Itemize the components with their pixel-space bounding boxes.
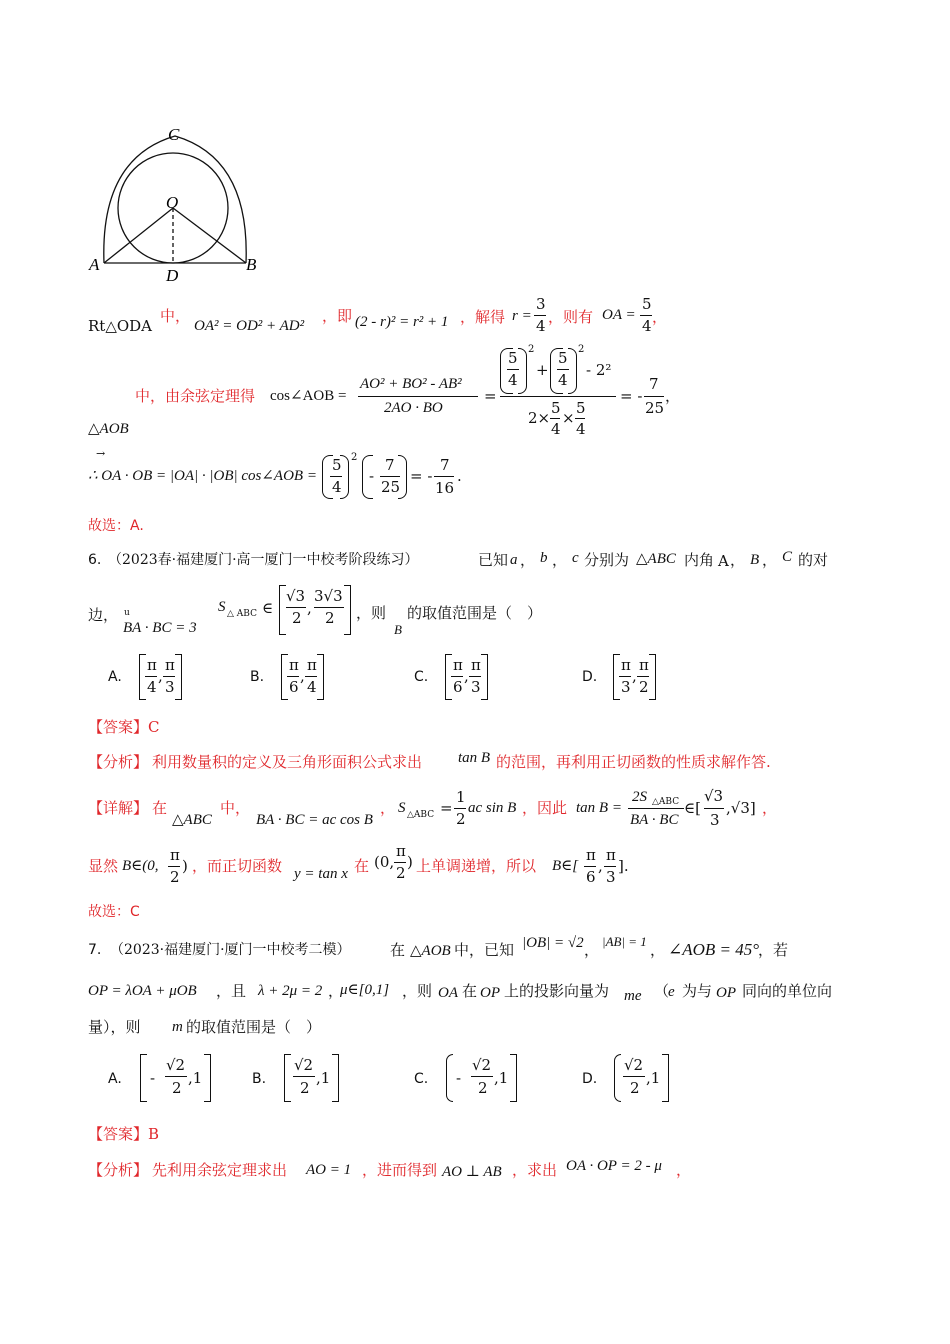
l3-den: 16 — [435, 479, 455, 497]
cos-aob: cos∠AOB = — [270, 388, 347, 404]
q6-detail-s: S — [398, 800, 406, 816]
q7-proj: 上的投影向量为 — [504, 982, 610, 1000]
line2-end: ， — [665, 387, 681, 405]
option-d1: 3 — [621, 678, 631, 696]
option-label: D. — [582, 1071, 598, 1087]
option-num: √2 — [624, 1056, 644, 1074]
option-den: 2 — [630, 1079, 640, 1097]
r-eq: r = — [512, 308, 532, 324]
text-cos-law: 中，由余弦定理得 — [135, 387, 256, 405]
q7-angle: ∠AOB = 45° — [668, 940, 760, 959]
q7-zai: 在 — [462, 982, 478, 1000]
option-den: 2 — [300, 1079, 310, 1097]
q6-s: S — [218, 599, 226, 615]
result-eq: = - — [620, 387, 643, 405]
option-rest: ,1 — [646, 1069, 661, 1087]
option-n1: π — [289, 656, 299, 674]
line1-end: ， — [652, 308, 668, 326]
q7-stem-a: 在 — [390, 941, 406, 959]
option-n1: π — [453, 656, 463, 674]
q7-op: OP = λOA + μOB — [88, 983, 197, 999]
big-four-1: 4 — [508, 371, 518, 389]
q7-number: 7. — [88, 942, 102, 958]
q7-paren: （ — [654, 982, 670, 1000]
q6-d2-zai: 在 — [354, 857, 370, 875]
q6-yinci: ，因此 — [522, 799, 568, 817]
q6-number: 6. — [88, 552, 102, 568]
q7-qie: ，且 — [216, 982, 247, 1000]
q6-frac-den: BA · BC — [630, 812, 679, 828]
option-label: C. — [414, 1071, 429, 1087]
eq-r: (2 - r)² = r² + 1 — [355, 314, 449, 330]
q6-source: （2023春·福建厦门·高一厦门一中校考阶段练习） — [108, 552, 419, 568]
q7-oa: OA — [438, 985, 458, 1001]
geometry-figure — [80, 118, 280, 288]
option-n1: π — [621, 656, 631, 674]
q6-detail-three: 3 — [710, 811, 720, 829]
q7-ob: |OB| = √2 — [522, 935, 584, 951]
q6-two-1: 2 — [292, 609, 302, 627]
q6-two-2: 2 — [325, 609, 335, 627]
q7-ze: ，则 — [402, 982, 433, 1000]
q6-detail-eq1: BA · BC = ac cos B — [256, 812, 373, 828]
option-num: √2 — [166, 1056, 186, 1074]
q6-detail-tag: 【详解】 — [88, 799, 149, 817]
q6-stem-c: 内角 — [684, 551, 715, 569]
q7-analysis-a: 先利用余弦定理求出 — [152, 1161, 288, 1179]
den-four-1: 4 — [551, 420, 561, 438]
q6-3r3: 3√3 — [314, 587, 343, 605]
big-plus: + — [536, 361, 549, 379]
q7-dotprod: OA · OP = 2 - μ — [566, 1158, 662, 1174]
q7-ab: |AB| = 1 — [602, 934, 647, 949]
option-n2: π — [165, 656, 175, 674]
option-d2: 2 — [639, 678, 649, 696]
big-five-1: 5 — [508, 349, 518, 367]
q6-answer: 【答案】C — [88, 718, 160, 736]
q6-d2-pi-b: π — [396, 842, 406, 860]
q6-detail-eq2: = — [440, 799, 453, 817]
q7-analysis-end: ， — [676, 1161, 692, 1179]
triangle-aob: △AOB — [88, 421, 129, 437]
q6-r3: √3 — [286, 587, 306, 605]
q6-d2-y: y = tan x — [294, 866, 348, 882]
q6-d2-three: 3 — [606, 868, 616, 886]
q7-e: e — [668, 984, 675, 1000]
q7-op2: OP — [480, 985, 500, 1001]
option-num: √2 — [472, 1056, 492, 1074]
q6-detail-zai: 在 — [152, 799, 168, 817]
q7-tongxiang: 同向的单位向 — [742, 982, 833, 1000]
q6-analysis-a: 利用数量积的定义及三角形面积公式求出 — [152, 753, 423, 771]
option-d2: 3 — [165, 678, 175, 696]
q6-d2-six: 6 — [586, 868, 596, 886]
sq-2: 2 — [578, 344, 585, 355]
q6-d2-close-b: ) — [407, 853, 413, 871]
option-label: B. — [250, 669, 265, 685]
option-d1: 6 — [289, 678, 299, 696]
option-n1: π — [147, 656, 157, 674]
r-num: 3 — [536, 295, 546, 313]
l3-dot: . — [457, 467, 462, 485]
q7-analysis-b: ，进而得到 — [362, 1161, 438, 1179]
q6-angle-b: B — [750, 552, 760, 568]
sol5-guxuan: 故选：A. — [88, 518, 144, 534]
big-minus: - 2² — [586, 361, 612, 379]
cos-frac-den: 2AO · BO — [384, 400, 443, 416]
big-den-two: 2× — [528, 409, 551, 427]
label-d: D — [166, 266, 179, 285]
text-jiede: ，解得 — [460, 308, 506, 326]
q7-range: 的取值范围是（ ） — [186, 1018, 322, 1036]
q7-tri: △AOB — [410, 943, 451, 959]
option-label: A. — [108, 669, 122, 685]
q6-analysis-b: 的范围，再利用正切函数的性质求解作答. — [496, 753, 771, 771]
q7-ao: AO = 1 — [306, 1162, 352, 1178]
q6-tri: △ABC — [636, 551, 676, 567]
q7-liang: 量），则 — [88, 1018, 141, 1036]
q7-perp: AO ⊥ AB — [442, 1164, 502, 1180]
q6-detail-end: ， — [762, 799, 778, 817]
q6-in: ∈ — [262, 599, 274, 617]
res-num: 7 — [649, 375, 659, 393]
q6-detail-in: ∈[ — [684, 799, 701, 817]
res-den: 25 — [645, 399, 665, 417]
text-zhong: 中， — [160, 307, 191, 325]
q6-tanb: tan B = — [576, 800, 622, 816]
den-five-1: 5 — [551, 399, 561, 417]
q6-bian: 边， — [88, 606, 119, 624]
option-n2: π — [307, 656, 317, 674]
q6-var-c: c — [572, 550, 579, 566]
text-ji: ，即 — [322, 307, 353, 325]
q6-d2-pi: π — [170, 846, 180, 864]
q6-frac-sub: △ABC — [652, 797, 680, 807]
q6-detail-r3: √3 — [704, 787, 724, 805]
r-den: 4 — [536, 317, 546, 335]
q6-var-b: b — [540, 550, 548, 566]
q6-d2-b: B∈(0, — [122, 858, 159, 874]
label-c: C — [168, 125, 180, 144]
option-d1: 4 — [147, 678, 157, 696]
q7-me: me — [624, 988, 642, 1004]
q6-guxuan: 故选：C — [88, 904, 140, 920]
q6-frac-num: 2S — [632, 789, 647, 805]
q6-d2-pi3: π — [606, 846, 616, 864]
l3-four: 4 — [332, 478, 342, 496]
option-rest: ,1 — [494, 1069, 509, 1087]
oa-den: 4 — [642, 317, 652, 335]
q6-d2-pi6: π — [586, 846, 596, 864]
q7-analysis-c: ，求出 — [512, 1161, 558, 1179]
q6-d2-b2: B∈[ — [552, 858, 579, 874]
option-sign: - — [456, 1069, 462, 1087]
q6-d2-c: ，而正切函数 — [192, 857, 283, 875]
l3-five: 5 — [332, 456, 342, 474]
oa-num: 5 — [642, 295, 652, 313]
eq-sign: = — [484, 387, 497, 405]
q6-detail-s-sub: △ABC — [407, 810, 435, 820]
option-rest: ,1 — [316, 1069, 331, 1087]
q6-stem-a: 已知 — [478, 551, 509, 569]
q6-ze: ，则 — [356, 604, 387, 622]
q6-half-den: 2 — [456, 810, 466, 828]
den-four-2: 4 — [576, 420, 586, 438]
q6-detail-zhong: 中， — [220, 799, 251, 817]
option-d2: 3 — [471, 678, 481, 696]
l3-eq2: = - — [410, 467, 433, 485]
q7-analysis-tag: 【分析】 — [88, 1161, 149, 1179]
den-times: × — [562, 409, 575, 427]
q7-answer: 【答案】B — [88, 1125, 160, 1143]
label-b: B — [246, 255, 257, 274]
q6-var-a: a — [510, 552, 518, 568]
eq-pythag: OA² = OD² + AD² — [194, 318, 305, 334]
q6-angle-c: C — [782, 549, 793, 565]
option-d2: 4 — [307, 678, 317, 696]
option-label: A. — [108, 1071, 122, 1087]
q6-dot: BA · BC = 3 — [123, 620, 197, 636]
big-four-2: 4 — [558, 371, 568, 389]
l3-sq: 2 — [351, 452, 358, 463]
den-five-2: 5 — [576, 399, 586, 417]
option-label: B. — [252, 1071, 267, 1087]
l3-neg: - — [369, 467, 375, 485]
q6-d2-two-b: 2 — [396, 864, 406, 882]
q6-half-num: 1 — [456, 788, 466, 806]
q6-rest: 的取值范围是（ ） — [407, 604, 543, 622]
q7-stem-c: ，若 — [758, 941, 789, 959]
q6-stem-b: 分别为 — [584, 551, 630, 569]
oa-eq: OA = — [602, 307, 636, 323]
option-label: D. — [582, 669, 598, 685]
cos-frac-num: AO² + BO² - AB² — [360, 376, 462, 392]
q6-angle-a: A — [718, 552, 729, 570]
q6-d2-int: (0, — [374, 853, 395, 871]
option-num: √2 — [294, 1056, 314, 1074]
label-a: A — [89, 255, 100, 274]
q6-bvar: B — [394, 622, 402, 637]
rt-triangle: Rt△ODA — [88, 317, 153, 335]
option-den: 2 — [172, 1079, 182, 1097]
option-den: 2 — [478, 1079, 488, 1097]
q6-d2-a: 显然 — [88, 857, 119, 875]
text-zeyou: ，则有 — [548, 308, 594, 326]
option-n2: π — [639, 656, 649, 674]
l3-25: 25 — [381, 478, 401, 496]
dot-product-chain: ∴ OA · OB = |OA| · |OB| cos∠AOB = — [88, 468, 317, 484]
q6-detail-tri: △ABC — [172, 812, 212, 828]
option-rest: ,1 — [188, 1069, 203, 1087]
q6-detail-comma: ， — [380, 799, 396, 817]
q7-lam: λ + 2μ = 2 — [258, 983, 323, 999]
q6-s-sub: △ ABC — [227, 609, 257, 619]
q7-source: （2023·福建厦门·厦门一中校考二模） — [110, 942, 351, 958]
q6-acsin: ac sin B — [468, 800, 517, 816]
q6-analysis-tan: tan B — [458, 750, 491, 766]
option-sign: - — [150, 1069, 156, 1087]
l3-num: 7 — [440, 456, 450, 474]
option-d1: 6 — [453, 678, 463, 696]
sq-1: 2 — [528, 344, 535, 355]
q7-mu: μ∈[0,1] — [340, 982, 390, 998]
q7-op3: OP — [716, 985, 736, 1001]
q6-analysis-tag: 【分析】 — [88, 753, 149, 771]
l3-seven: 7 — [385, 456, 395, 474]
q6-d2-d: 上单调递增，所以 — [416, 857, 537, 875]
q6-detail-rest: ,√3] — [726, 799, 756, 817]
option-n2: π — [471, 656, 481, 674]
q7-m: m — [172, 1019, 183, 1035]
q6-d2-close: ) — [182, 857, 188, 875]
big-five-2: 5 — [558, 349, 568, 367]
q7-stem-b: 中，已知 — [454, 941, 515, 959]
q6-d2-end: ]. — [618, 857, 629, 875]
option-label: C. — [414, 669, 429, 685]
q7-wei: 为与 — [682, 982, 713, 1000]
q6-stem-d: 的对 — [798, 551, 829, 569]
q6-d2-two: 2 — [170, 868, 180, 886]
label-o: O — [166, 193, 179, 212]
